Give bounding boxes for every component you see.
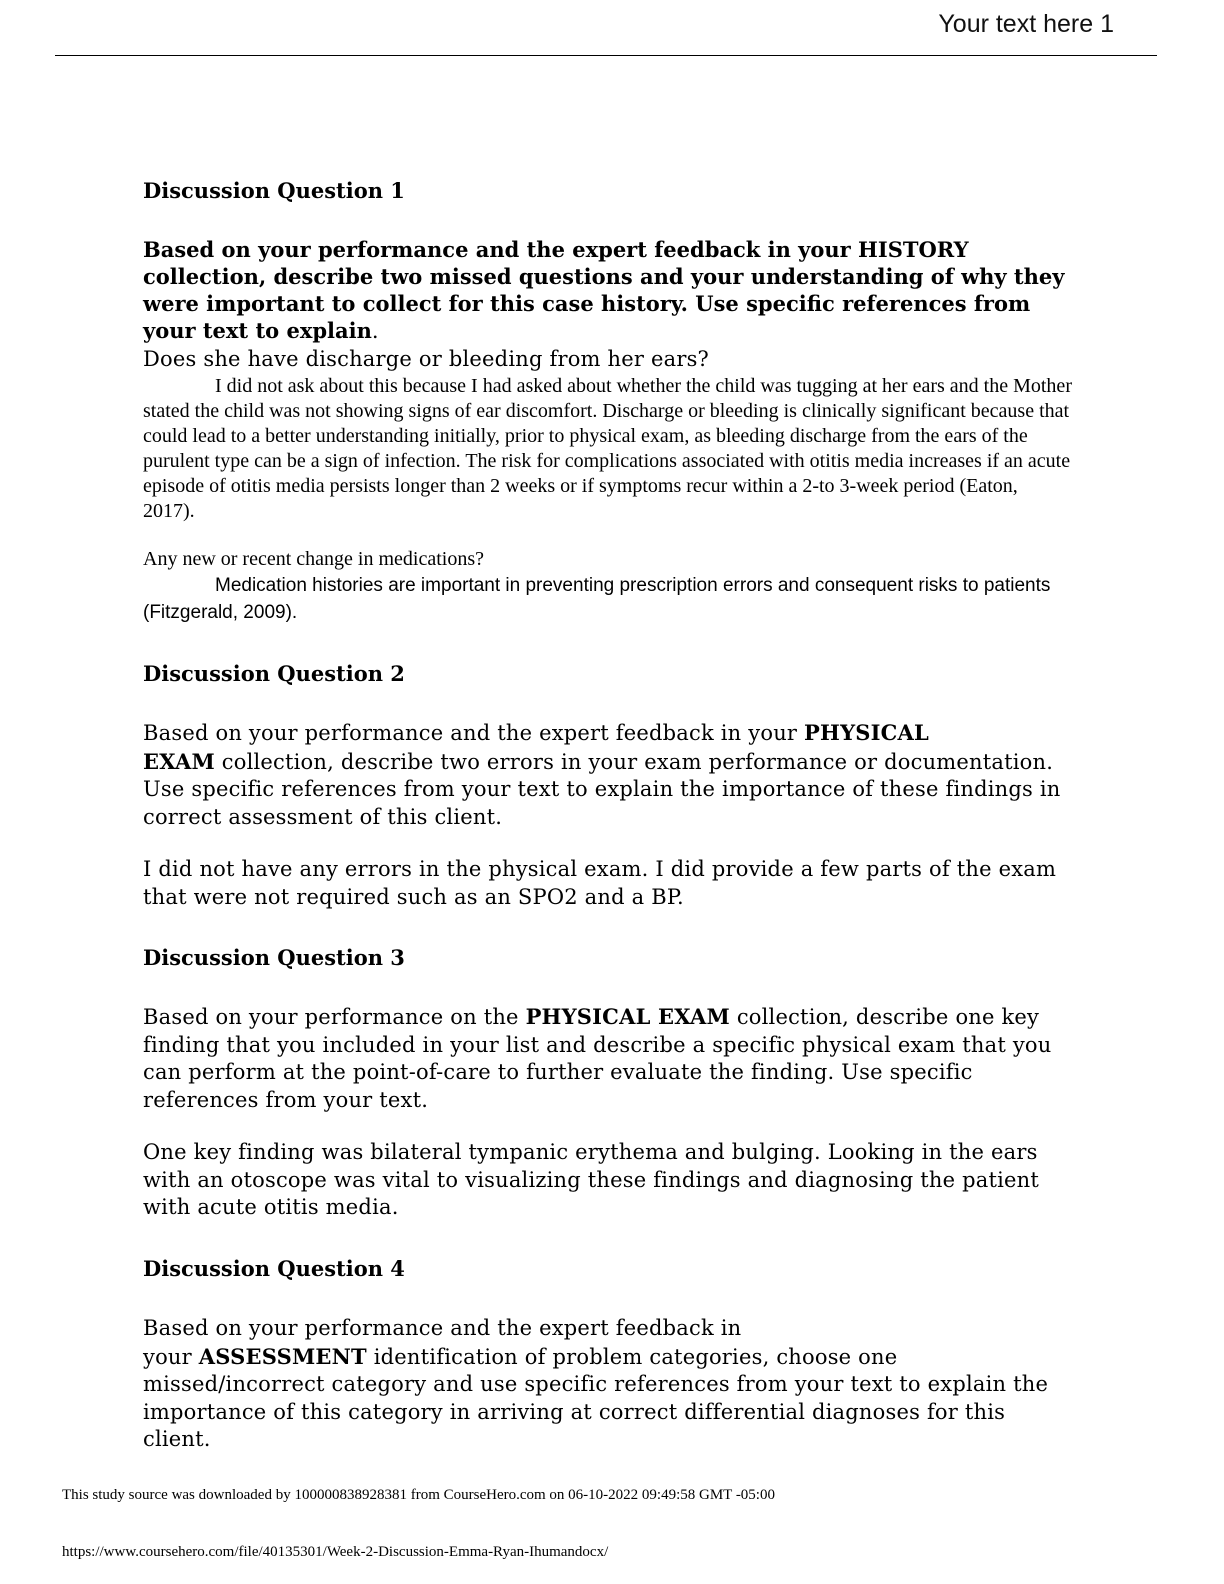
q1-item1-question: Does she have discharge or bleeding from her ears? [143,347,710,371]
q1-prompt-period: . [371,319,379,343]
q1-item2-question: Any new or recent change in medications? [143,548,484,570]
q3-prompt-block [143,1003,1073,1114]
q4-prompt-post: identification of problem categories, choose one missed/incorrect category and use specific references from your text to explain the importance of this category in arriving at correct differential diagnoses for this client. [143,1344,1049,1452]
q2-heading-block [143,660,1073,687]
q2-prompt-pre: Based on your performance and the expert feedback in your [143,721,805,745]
q1-item2 [143,547,1073,626]
q2-prompt-bold-1: PHYSICAL [804,720,930,745]
q2-prompt-block [143,719,1073,831]
q2-answer-block [143,856,1073,911]
q1-prompt-block [143,236,1073,345]
q4-prompt-pre: your [143,1344,199,1369]
q4-heading: Discussion Question 4 [143,1256,405,1281]
q4-prompt-bold: ASSESSMENT [198,1343,367,1369]
q3-heading-block [143,944,1073,971]
q3-prompt-post: collection, describe one key finding that you included in your list and describe a specific physical exam that you can perform at the point-of-care to further evaluate the finding. Use specific references from your text. [143,1005,1052,1112]
q4-prompt-block [143,1315,1073,1454]
footer-source-notice: This study source was downloaded by 100000838928381 from CourseHero.com on 06-10-2022 09:49:58 GMT -05:00 [62,1487,775,1503]
header-divider [55,55,1157,56]
q2-prompt-bold-2: EXAM [143,748,215,774]
q1-prompt-text: Based on your performance and the expert feedback in your HISTORY collection, describe two missed questions and your understanding of why they were important to collect for this case history. Use specific references from your text to explain [143,237,1065,343]
q1-item1 [143,346,1073,524]
q2-heading: Discussion Question 2 [143,661,405,686]
q4-prompt [143,1315,1073,1454]
footer-url: https://www.coursehero.com/file/40135301/Week-2-Discussion-Emma-Ryan-Ihumandocx/ [62,1544,609,1560]
q3-heading: Discussion Question 3 [143,945,405,970]
q1-item1-answer: I did not ask about this because I had asked about whether the child was tugging at her ears and the Mother stated the child was not showing signs of ear discomfort. Discharge or bleeding is clinically significant because that could lead to a better understanding initially, prior to physical exam, as bleeding discharge from the ears of the purulent type can be a sign of infection. The risk for complications associated with otitis media increases if an acute episode of otitis media persists longer than 2 weeks or if symptoms recur within a 2-to 3-week period (Eaton, 2017). [143,374,1072,522]
q3-answer: One key finding was bilateral tympanic erythema and bulging. Looking in the ears with an otoscope was vital to visualizing these findings and diagnosing the patient with acute otitis media. [143,1140,1040,1220]
q1-heading: Discussion Question 1 [143,178,405,203]
q2-prompt-post: collection, describe two errors in your exam performance or documentation. Use specific references from your text to explain the importance of these findings in correct assessment of this client. [143,749,1061,829]
q1-item2-answer: Medication histories are important in preventing prescription errors and consequent risks to patients (Fitzgerald, 2009). [143,575,1051,623]
q3-prompt-pre: Based on your performance on the [143,1005,526,1029]
q3-prompt-bold: PHYSICAL EXAM [525,1004,730,1029]
q4-heading-block [143,1255,1073,1282]
q2-prompt [143,719,1073,831]
q4-prompt-line1: Based on your performance and the expert feedback in [143,1316,742,1340]
q2-answer: I did not have any errors in the physical exam. I did provide a few parts of the exam that were not required such as an SPO2 and a BP. [143,857,1057,909]
q1-prompt [143,236,1073,345]
q1-heading-block [143,177,1073,204]
q3-answer-block [143,1139,1073,1222]
q3-prompt [143,1003,1073,1114]
page-header-text: Your text here 1 [938,10,1114,38]
